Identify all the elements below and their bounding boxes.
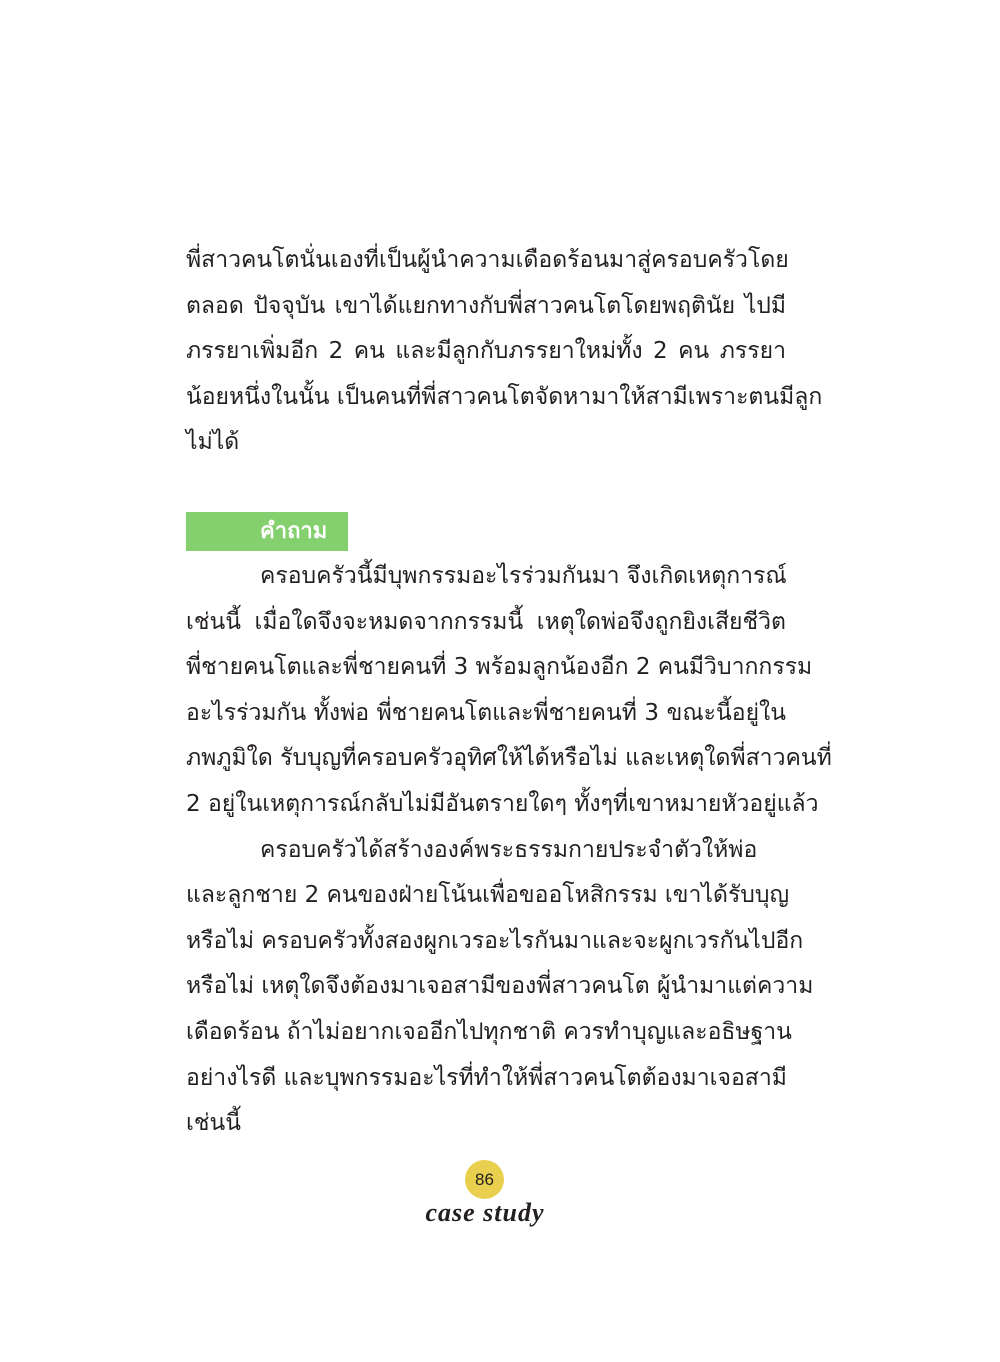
footer-tagline: case study [425, 1198, 545, 1227]
text-line: เดือดร้อน ถ้าไม่อยากเจออีกไปทุกชาติ ควรทำบุญและอธิษฐาน [186, 1018, 792, 1045]
text-line: พี่สาวคนโตนั่นเองที่เป็นผู้นำความเดือดร้อนมาสู่ครอบครัวโดย [186, 247, 789, 273]
text-line: ตลอด ปัจจุบัน เขาได้แยกทางกับพี่สาวคนโตโดยพฤตินัย ไปมี [186, 292, 786, 319]
text-line: ครอบครัวได้สร้างองค์พระธรรมกายประจำตัวให้พ่อ [260, 836, 758, 863]
text-line: หรือไม่ เหตุใดจึงต้องมาเจอสามีของพี่สาวคนโต ผู้นำมาแต่ความ [186, 973, 814, 1000]
text-line: ไม่ได้ [186, 429, 240, 456]
text-line: ภพภูมิใด รับบุญที่ครอบครัวอุทิศให้ได้หรือไม่ และเหตุใดพี่สาวคนที่ [186, 745, 832, 772]
text-line: ภรรยาเพิ่มอีก 2 คน และมีลูกกับภรรยาใหม่ทั้ง 2 คน ภรรยา [186, 338, 786, 365]
text-line: อะไรร่วมกัน ทั้งพ่อ พี่ชายคนโตและพี่ชายคนที่ 3 ขณะนี้อยู่ใน [186, 699, 786, 726]
section-heading [186, 512, 348, 551]
text-line: เช่นนี้ เมื่อใดจึงจะหมดจากกรรมนี้ เหตุใดพ่อจึงถูกยิงเสียชีวิต [186, 608, 786, 635]
questions-paragraph [186, 554, 832, 1147]
intro-paragraph [186, 238, 823, 466]
text-line: อย่างไรดี และบุพกรรมอะไรที่ทำให้พี่สาวคนโตต้องมาเจอสามี [186, 1064, 787, 1091]
text-line: ครอบครัวนี้มีบุพกรรมอะไรร่วมกันมา จึงเกิดเหตุการณ์ [260, 563, 787, 589]
text-line: 2 อยู่ในเหตุการณ์กลับไม่มีอันตรายใดๆ ทั้งๆที่เขาหมายหัวอยู่แล้ว [186, 790, 819, 817]
page-number-badge: 86 [465, 1160, 504, 1199]
text-line: เช่นนี้ [186, 1110, 241, 1137]
text-line: และลูกชาย 2 คนของฝ่ายโน้นเพื่อขออโหสิกรรม เขาได้รับบุญ [186, 882, 790, 909]
text-line: น้อยหนึ่งในนั้น เป็นคนที่พี่สาวคนโตจัดหามาให้สามีเพราะตนมีลูก [186, 383, 823, 410]
section-heading-label: คำถาม [260, 519, 328, 544]
text-line: พี่ชายคนโตและพี่ชายคนที่ 3 พร้อมลูกน้องอีก 2 คนมีวิบากกรรม [186, 654, 813, 681]
text-line: หรือไม่ ครอบครัวทั้งสองผูกเวรอะไรกันมาและจะผูกเวรกันไปอีก [186, 927, 804, 954]
